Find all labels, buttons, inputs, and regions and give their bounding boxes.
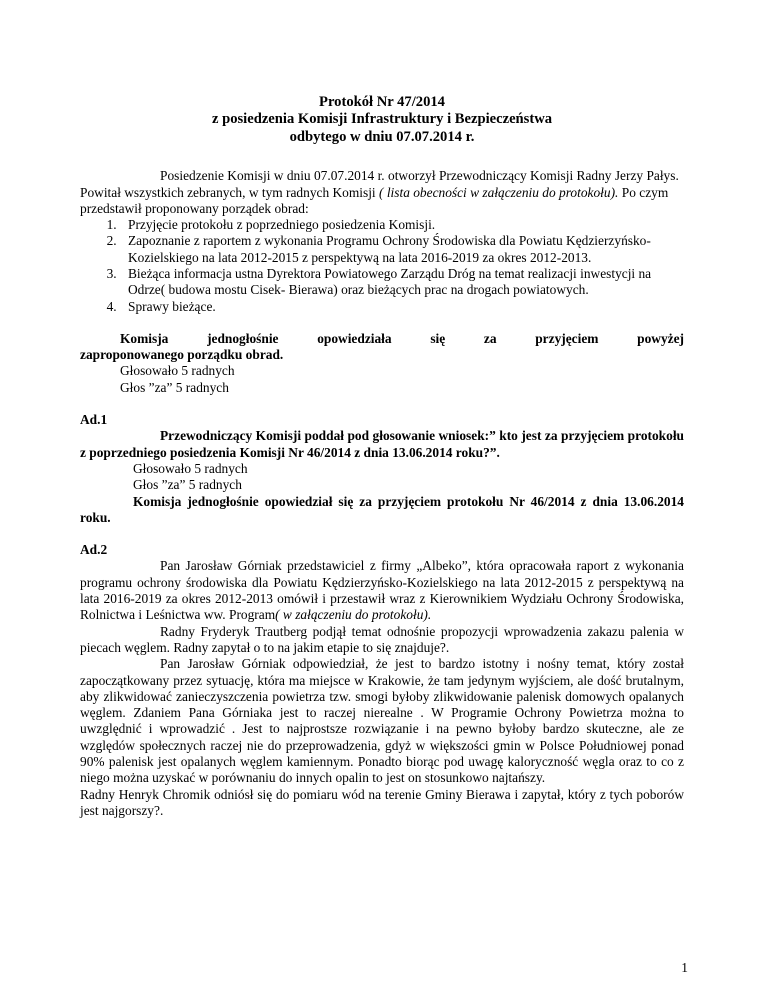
ad1-result: Komisja jednogłośnie opowiedział się za przyjęciem protokołu Nr 46/2014 z dnia 13.06.2014 roku. [80, 493, 684, 525]
page-number: 1 [681, 960, 688, 975]
ad1-for: Głos ”za” 5 radnych [133, 477, 242, 493]
agenda-item: 3. Bieżąca informacja ustna Dyrektora Powiatowego Zarządu Dróg na temat realizacji inwestycji na Odrze( budowa mostu Cisek- Bierawa) oraz bieżących prac na drogach powiatowych. [120, 266, 684, 299]
vote-agenda-count: Głosowało 5 radnych [120, 363, 235, 379]
ad2-paragraph-4: Radny Henryk Chromik odniósł się do pomiaru wód na terenie Gminy Bierawa i zapytał, który z tych poborów jest najgorszy?. [80, 786, 684, 818]
intro-text-2: Po czym przedstawił proponowany porządek obrad: [80, 184, 669, 216]
agenda-list [80, 217, 684, 315]
ad1-motion: Przewodniczący Komisji poddał pod głosowanie wniosek:” kto jest za przyjęciem protokołu z poprzedniego posiedzenia Komisji Nr 46/2014 z dnia 13.06.2014 roku?”. [80, 428, 684, 460]
intro-paragraph [80, 168, 684, 217]
title-line-2: z posiedzenia Komisji Infrastruktury i Bezpieczeństwa [211, 111, 553, 128]
ad2-paragraph-1: Pan Jarosław Górniak przedstawiciel z firmy „Albeko”, która opracowała raport z wykonania programu ochrony środowiska dla Powiatu Kędzierzyńsko-Kozielskiego na lata 2012-2015 z perspektywą na lata 2016-2019 za okres 2012-2013 omówił i przestawił wraz z Kierownikiem Wydziału Ochrony Środowiska, Rolnictwa i Leśnictwa ww. Program( w załączeniu do protokołu). [80, 558, 684, 623]
agenda-item: 1. Przyjęcie protokołu z poprzedniego posiedzenia Komisji. [120, 217, 684, 233]
vote-agenda-line-1: Komisja jednogłośnie opowiedziała się za przyjęciem powyżej [120, 330, 684, 346]
intro-text: Posiedzenie Komisji w dniu 07.07.2014 r. otworzył Przewodniczący Komisji Radny Jerzy Pałys. Powitał wszystkich zebranych, w tym radnych Komisji [80, 168, 679, 200]
agenda-item: 4. Sprawy bieżące. [120, 299, 684, 315]
document-page [80, 94, 684, 819]
vote-agenda [80, 331, 684, 396]
intro-italic: ( lista obecności w załączeniu do protokołu). [379, 184, 619, 200]
ad2-heading: Ad.2 [80, 542, 108, 558]
document-title [80, 94, 684, 146]
ad1-voted: Głosowało 5 radnych [133, 460, 248, 476]
title-line-3: odbytego w dniu 07.07.2014 r. [289, 128, 475, 145]
agenda-item: 2. Zapoznanie z raportem z wykonania Programu Ochrony Środowiska dla Powiatu Kędzierzyńsko- Kozielskiego na lata 2012-2015 z perspektywą na lata 2016-2019 za okres 2012-2013. [120, 233, 684, 266]
vote-agenda-line-2: zaproponowanego porządku obrad. [80, 347, 284, 363]
ad2-paragraph-3: Pan Jarosław Górniak odpowiedział, że jest to bardzo istotny i nośny temat, który został zapoczątkowany przez sytuację, która ma miejsce w Krakowie, że tam jedynym wyjściem, ale dość brutalnym, aby zlikwidować zanieczyszczenia powietrza tzw. smogi byłoby zlikwidowanie palenisk domowych opalanych węglem. Zdaniem Pana Górniaka jest to raczej nierealne . W Programie Ochrony Powietrza można to uwzględnić i wprowadzić . Jest to najprostsze rozwiązanie i na pewno byłoby bardzo skuteczne, ale ze względów społecznych raczej nie do przeprowadzenia, gdyż w większości gmin w Polsce Południowej ponad 90% palenisk jest opalanych węglem kamiennym. Ponadto biorąc pod uwagę kaloryczność węgla oraz to co z niego można uzyskać w porównaniu do innych opalin to jest on stosunkowo najtańszy. [80, 656, 684, 786]
ad1-heading: Ad.1 [80, 412, 108, 428]
ad2-paragraph-2: Radny Fryderyk Trautberg podjął temat odnośnie propozycji wprowadzenia zakazu palenia w piecach węglem. Radny zapytał o to na jakim etapie to się znajduje?. [80, 623, 684, 655]
vote-agenda-for: Głos ”za” 5 radnych [120, 379, 229, 395]
title-line-1: Protokół Nr 47/2014 [319, 94, 445, 110]
